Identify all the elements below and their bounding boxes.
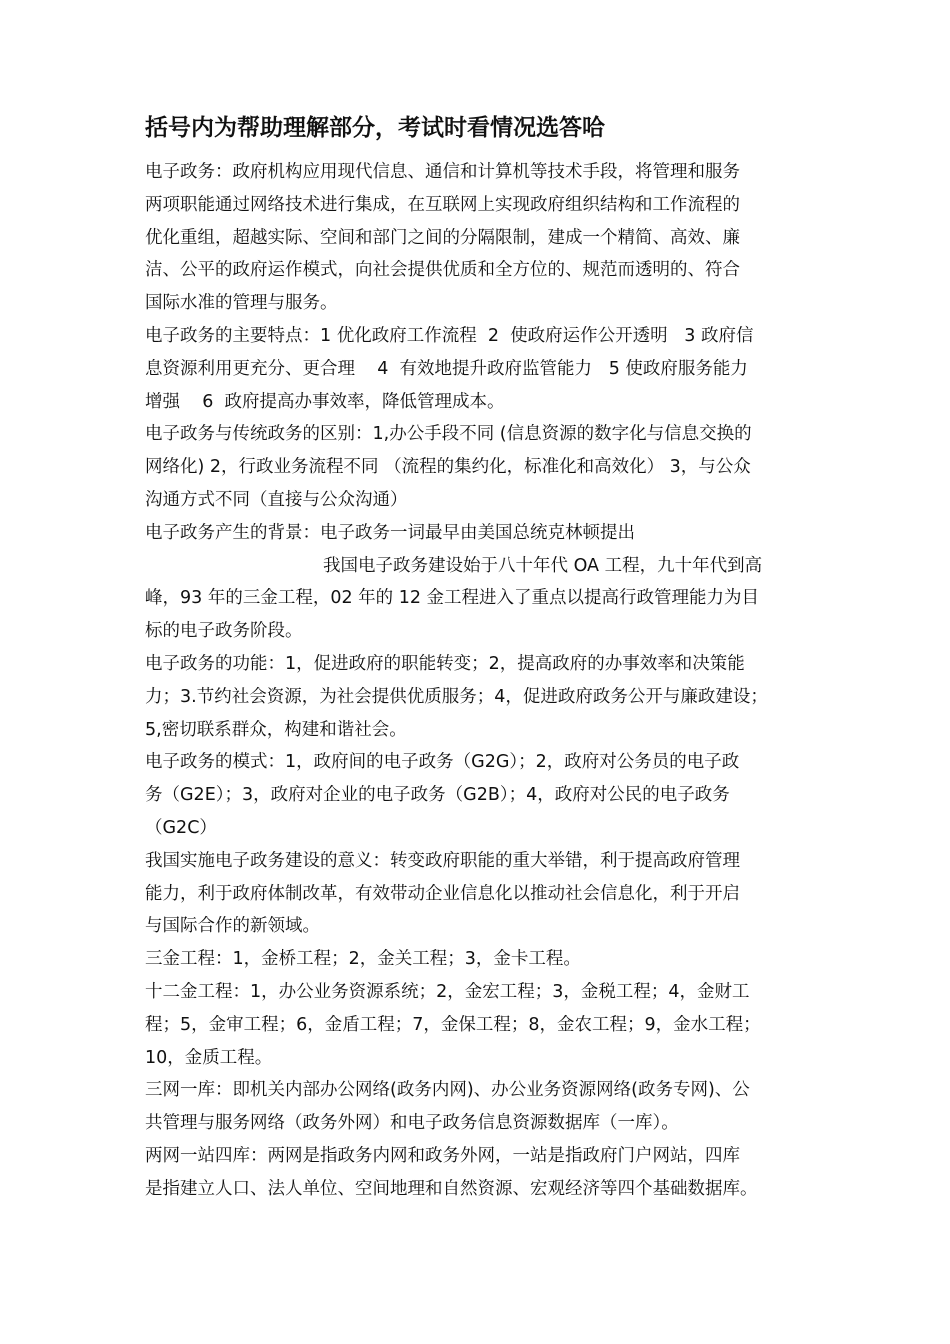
- document-title: 括号内为帮助理解部分，考试时看情况选答哈: [145, 115, 605, 141]
- text-line: 三网一库：即机关内部办公网络(政务内网)、办公业务资源网络(政务专网)、公: [145, 1080, 750, 1101]
- text-line: 优化重组，超越实际、空间和部门之间的分隔限制，建成一个精简、高效、廉: [145, 227, 740, 248]
- text-line: 电子政务产生的背景：电子政务一词最早由美国总统克林顿提出: [145, 522, 635, 543]
- text-line: 共管理与服务网络（政务外网）和电子政务信息资源数据库（一库）。: [145, 1113, 679, 1134]
- paragraph: [145, 943, 835, 976]
- text-line: 电子政务的功能：1，促进政府的职能转变；2，提高政府的办事效率和决策能: [145, 653, 745, 674]
- text-line: 增强 6 政府提高办事效率，降低管理成本。: [145, 391, 505, 412]
- text-line: 能力，利于政府体制改革，有效带动企业信息化以推动社会信息化，利于开启: [145, 883, 740, 904]
- text-line: 洁、公平的政府运作模式，向社会提供优质和全方位的、规范而透明的、符合: [145, 260, 740, 281]
- text-line: （G2C）: [145, 817, 217, 838]
- text-line: 力；3.节约社会资源，为社会提供优质服务；4，促进政府政务公开与廉政建设；: [145, 686, 768, 707]
- text-line: 标的电子政务阶段。: [145, 621, 303, 642]
- paragraph: [145, 976, 835, 1074]
- text-line: 与国际合作的新领域。: [145, 916, 320, 937]
- text-line: 息资源利用更充分、更合理 4 有效地提升政府监管能力 5 使政府服务能力: [145, 358, 748, 379]
- paragraph: [145, 320, 835, 418]
- text-line: 峰，93 年的三金工程，02 年的 12 金工程进入了重点以提高行政管理能力为目: [145, 588, 760, 609]
- paragraph: [145, 746, 835, 844]
- text-line: 十二金工程：1，办公业务资源系统；2，金宏工程；3，金税工程；4，金财工: [145, 981, 750, 1002]
- text-line: 电子政务与传统政务的区别：1,办公手段不同 (信息资源的数字化与信息交换的: [145, 424, 752, 445]
- paragraph: [145, 648, 835, 746]
- document-page: [145, 108, 835, 1206]
- text-line: 我国实施电子政务建设的意义：转变政府职能的重大举错，利于提高政府管理: [145, 850, 740, 871]
- paragraph: [145, 418, 835, 516]
- text-line: 国际水准的管理与服务。: [145, 293, 338, 314]
- text-line: 务（G2E）；3，政府对企业的电子政务（G2B）；4，政府对公民的电子政务: [145, 785, 730, 806]
- text-line: 网络化) 2，行政业务流程不同 （流程的集约化，标准化和高效化） 3，与公众: [145, 457, 751, 478]
- text-line: 电子政务：政府机构应用现代信息、通信和计算机等技术手段，将管理和服务: [145, 162, 740, 182]
- text-line: 三金工程：1，金桥工程；2，金关工程；3，金卡工程。: [145, 949, 581, 970]
- paragraph: [145, 1074, 835, 1140]
- text-line: 电子政务的模式：1，政府间的电子政务（G2G）；2，政府对公务员的电子政: [145, 752, 740, 773]
- text-line: 电子政务的主要特点：1 优化政府工作流程 2 使政府运作公开透明 3 政府信: [145, 325, 754, 346]
- paragraph: [145, 845, 835, 943]
- text-line: 10，金质工程。: [145, 1047, 273, 1068]
- document-body: [145, 156, 835, 1206]
- paragraph: [145, 517, 835, 648]
- text-line: 5,密切联系群众，构建和谐社会。: [145, 719, 407, 740]
- text-line: 程；5，金审工程；6，金盾工程；7，金保工程；8，金农工程；9，金水工程；: [145, 1014, 761, 1035]
- text-line: 是指建立人口、法人单位、空间地理和自然资源、宏观经济等四个基础数据库。: [145, 1178, 758, 1199]
- text-line: 我国电子政务建设始于八十年代 OA 工程，九十年代到高: [145, 555, 763, 576]
- paragraph: [145, 1140, 835, 1206]
- paragraph: [145, 156, 835, 320]
- text-line: 两项职能通过网络技术进行集成，在互联网上实现政府组织结构和工作流程的: [145, 194, 740, 215]
- text-line: 沟通方式不同（直接与公众沟通）: [145, 489, 408, 510]
- text-line: 两网一站四库：两网是指政务内网和政务外网，一站是指政府门户网站，四库: [145, 1145, 740, 1166]
